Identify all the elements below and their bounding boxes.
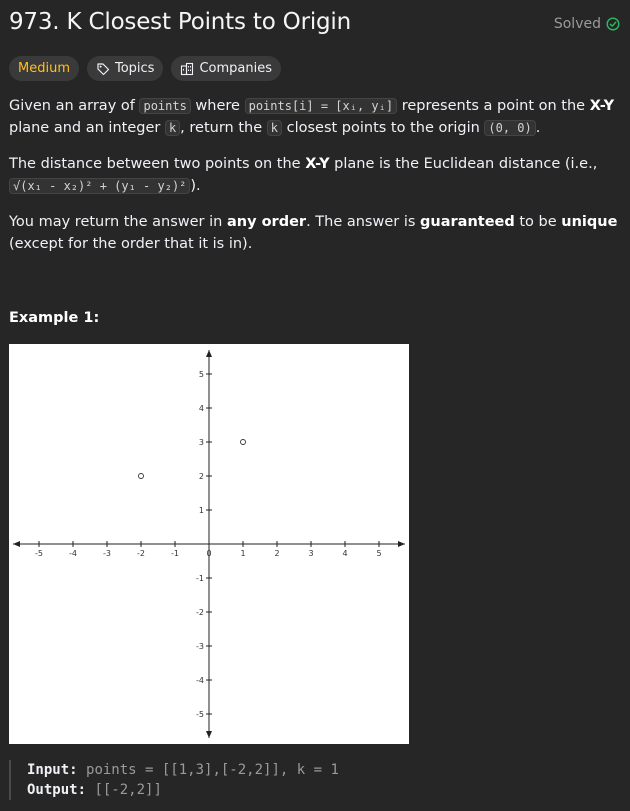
output-value: [[-2,2]] (94, 782, 162, 798)
problem-title: 973. K Closest Points to Origin (9, 9, 352, 35)
x-tick-label: -1 (171, 549, 179, 558)
x-tick-label: 5 (376, 549, 382, 558)
description-paragraph-3: You may return the answer in any order. The answer is guaranteed to be unique (except for the order that it is in). (9, 214, 618, 252)
topics-button[interactable] (87, 56, 163, 81)
y-tick-label: -4 (196, 676, 204, 685)
data-point (139, 474, 144, 479)
solved-status (554, 16, 620, 32)
y-tick-label: 4 (198, 404, 204, 413)
x-tick-label: -3 (103, 549, 111, 558)
y-tick-label: 2 (198, 472, 204, 481)
plot-svg (9, 344, 409, 744)
y-axis-arrow-up (206, 350, 212, 357)
description-paragraph-2: The distance between two points on the X-Y plane is the Euclidean distance (i.e., √(x₁ - x₂)² + (y₁ - y₂)² ). (9, 156, 598, 194)
output-label: Output: (27, 782, 87, 798)
y-tick-label: 5 (198, 370, 204, 379)
example-plot (9, 344, 409, 744)
y-axis-arrow-down (206, 731, 212, 738)
output-line (27, 780, 339, 800)
code-distance-formula: √(x₁ - x₂)² + (y₁ - y₂)² (9, 178, 190, 194)
code-origin: (0, 0) (484, 120, 535, 136)
input-label: Input: (27, 762, 78, 778)
input-line (27, 760, 339, 780)
y-tick-label: 1 (198, 506, 204, 515)
example-title: Example 1: (9, 310, 100, 326)
topics-label: Topics (114, 61, 155, 76)
companies-button[interactable] (171, 56, 281, 81)
building-icon (180, 62, 194, 76)
y-tick-label: -5 (196, 710, 204, 719)
y-tick-label: -1 (196, 574, 204, 583)
code-k: k (165, 120, 180, 136)
x-tick-label: -5 (35, 549, 43, 558)
description-paragraph-1: Given an array of points where points[i] = [xᵢ, yᵢ] represents a point on the X-Y plane and an integer k , return the k closest points to the origin (0, 0) . (9, 98, 615, 136)
x-tick-label: 4 (342, 549, 348, 558)
x-tick-label: 3 (308, 549, 314, 558)
code-points: points (139, 98, 190, 114)
x-tick-label: 2 (274, 549, 280, 558)
example-io (9, 760, 339, 800)
input-value: points = [[1,3],[-2,2]], k = 1 (86, 762, 339, 778)
y-tick-label: 3 (198, 438, 204, 447)
solved-label: Solved (553, 16, 601, 32)
tag-icon (96, 62, 110, 76)
difficulty-badge[interactable]: Medium (9, 56, 79, 81)
companies-label: Companies (199, 61, 273, 76)
x-tick-label: 1 (240, 549, 246, 558)
x-axis-arrow-right (398, 541, 405, 547)
x-tick-label: -4 (69, 549, 77, 558)
code-k-2: k (267, 120, 282, 136)
data-point (241, 440, 246, 445)
x-axis-arrow-left (13, 541, 20, 547)
y-tick-label: -3 (196, 642, 204, 651)
x-tick-label: 0 (206, 549, 212, 558)
problem-tags (9, 56, 281, 81)
code-points-i: points[i] = [xᵢ, yᵢ] (245, 98, 398, 114)
y-tick-label: -2 (196, 608, 204, 617)
x-tick-label: -2 (137, 549, 145, 558)
check-circle-icon (606, 17, 620, 31)
